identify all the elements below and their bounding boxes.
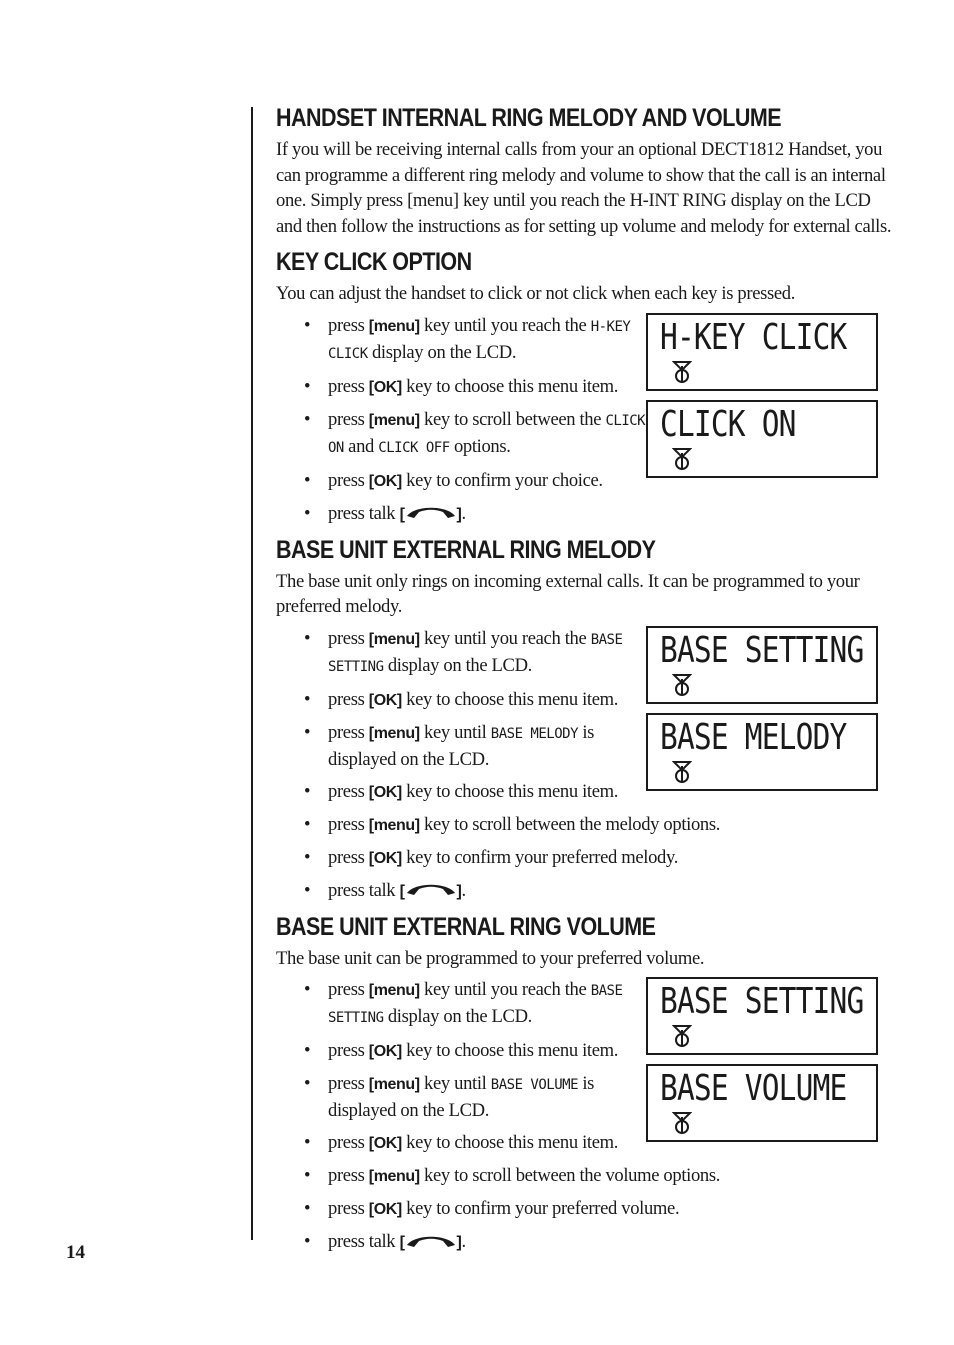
lcd-display: BASE SETTING <box>646 626 878 704</box>
base-volume-intro: The base unit can be programmed to your preferred volume. <box>276 947 705 969</box>
margin-rule <box>251 107 253 1240</box>
list-item: • press [menu] key to scroll between the volume options. <box>328 1163 848 1189</box>
lcd-display: CLICK ON <box>646 400 878 478</box>
list-item: • press [menu] key until you reach the BASE SETTING display on the LCD. <box>328 977 648 1031</box>
phone-handset-icon <box>405 502 457 527</box>
list-item: • press [menu] key until you reach the H-KEY CLICK display on the LCD. <box>328 313 648 367</box>
list-item: • press [OK] key to choose this menu item. <box>328 1130 648 1156</box>
list-item: • press talk [ ]. <box>328 1229 848 1255</box>
base-melody-intro: The base unit only rings on incoming external calls. It can be programmed to your preferred melody. <box>276 570 860 618</box>
list-item: • press [OK] key to choose this menu item. <box>328 779 648 805</box>
key-click-intro: You can adjust the handset to click or not click when each key is pressed. <box>276 283 796 304</box>
list-item: • press [menu] key until BASE MELODY is displayed on the LCD. <box>328 720 648 772</box>
base-melody-lcds <box>646 626 878 800</box>
lcd-display: H-KEY CLICK <box>646 313 878 391</box>
heading-base-melody: BASE UNIT EXTERNAL RING MELODY <box>276 535 656 564</box>
base-volume-steps <box>276 977 648 1156</box>
list-item: • press [menu] key until BASE VOLUME is displayed on the LCD. <box>328 1071 648 1123</box>
list-item: • press [menu] key to scroll between the melody options. <box>328 812 848 838</box>
heading-base-volume: BASE UNIT EXTERNAL RING VOLUME <box>276 912 656 941</box>
list-item: • press [OK] key to confirm your preferred volume. <box>328 1196 848 1222</box>
base-volume-lcds <box>646 977 878 1151</box>
list-item: • press [menu] key until you reach the BASE SETTING display on the LCD. <box>328 626 648 680</box>
list-item: • press [OK] key to confirm your choice. <box>328 468 648 494</box>
base-volume-block <box>276 977 896 1255</box>
key-click-lcds <box>646 313 878 487</box>
lcd-display: BASE VOLUME <box>646 1064 878 1142</box>
list-item: • press talk [ ]. <box>328 501 648 527</box>
antenna-icon <box>672 760 692 784</box>
list-item: • press talk [ ]. <box>328 878 848 904</box>
phone-handset-icon <box>405 879 457 904</box>
lcd-display: BASE SETTING <box>646 977 878 1055</box>
list-item: • press [OK] key to choose this menu item. <box>328 374 648 400</box>
key-click-block <box>276 313 896 527</box>
base-melody-block <box>276 626 896 904</box>
phone-handset-icon <box>405 1231 457 1256</box>
list-item: • press [OK] key to choose this menu item. <box>328 1038 648 1064</box>
base-volume-steps-wide <box>276 1163 848 1255</box>
key-click-steps <box>276 313 648 527</box>
antenna-icon <box>672 360 692 384</box>
lcd-display: BASE MELODY <box>646 713 878 791</box>
list-item: • press [menu] key to scroll between the CLICK ON and CLICK OFF options. <box>328 407 648 461</box>
handset-ring-text: If you will be receiving internal calls from your an optional DECT1812 Handset, you can programme a different ring melody and volume to show that the call is an internal one. Simply press [menu] key until you reach the H-INT RING display on the LCD and then follow the instructions as for setting up volume and melody for external calls. <box>276 139 892 237</box>
antenna-icon <box>672 1111 692 1135</box>
antenna-icon <box>672 447 692 471</box>
antenna-icon <box>672 1024 692 1048</box>
antenna-icon <box>672 673 692 697</box>
base-melody-steps <box>276 626 648 805</box>
base-melody-steps-wide <box>276 812 848 904</box>
page-number: 14 <box>66 1242 85 1263</box>
list-item: • press [OK] key to confirm your preferred melody. <box>328 845 848 871</box>
heading-handset-ring: HANDSET INTERNAL RING MELODY AND VOLUME <box>276 104 782 132</box>
list-item: • press [OK] key to choose this menu item. <box>328 687 648 713</box>
content <box>276 104 896 1263</box>
heading-key-click: KEY CLICK OPTION <box>276 248 472 276</box>
